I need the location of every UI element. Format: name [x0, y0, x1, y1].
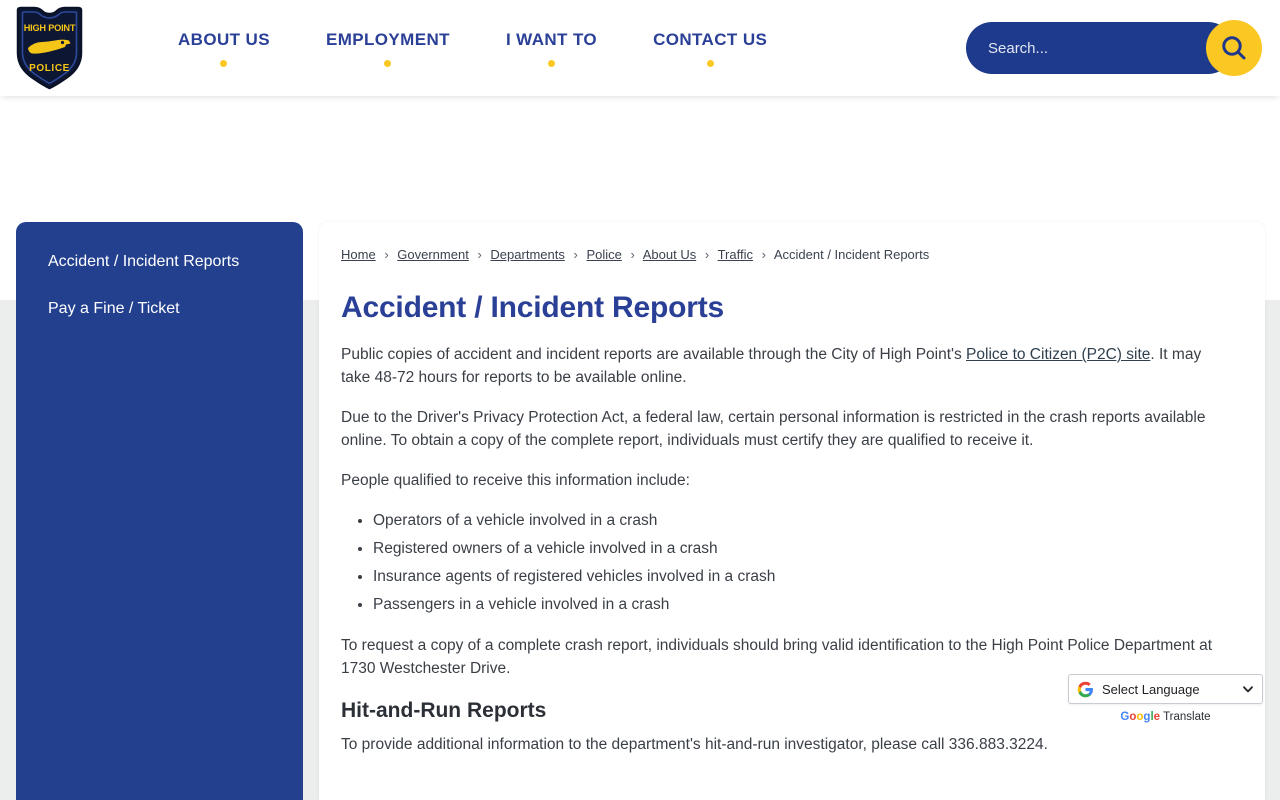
nav-item-about-us[interactable] — [150, 30, 298, 67]
search-field-container — [966, 22, 1234, 74]
google-wordmark: Google — [1120, 711, 1161, 723]
sidebar-item-label: Accident / Incident Reports — [48, 253, 240, 270]
list-item: • Insurance agents of registered vehicles involved in a crash — [373, 565, 1233, 588]
breadcrumb-link-home[interactable]: Home — [341, 247, 376, 262]
chevron-down-icon — [1242, 683, 1254, 695]
nav-item-label: CONTACT US — [653, 29, 768, 49]
intro-paragraph — [341, 343, 1233, 389]
badge-svg — [14, 6, 85, 90]
nav-active-dot-icon — [220, 60, 227, 67]
breadcrumb-separator-icon: › — [630, 247, 635, 262]
breadcrumb-separator-icon: › — [704, 247, 710, 262]
nav-active-dot-icon — [548, 60, 555, 67]
sidebar-item-label: Pay a Fine / Ticket — [48, 300, 180, 317]
breadcrumb-separator-icon: › — [761, 247, 766, 262]
breadcrumb-separator-icon: › — [477, 247, 482, 262]
site-header — [0, 0, 1280, 96]
nav-item-label: EMPLOYMENT — [325, 29, 450, 49]
breadcrumb-link-police[interactable]: Police — [586, 247, 622, 262]
svg-text:HIGH POINT: HIGH POINT — [23, 23, 76, 33]
search-input[interactable] — [966, 22, 1234, 74]
section-sidebar — [16, 222, 303, 800]
nav-item-contact-us[interactable] — [625, 30, 795, 67]
magnifier-search-icon — [1219, 33, 1249, 63]
hit-and-run-paragraph: To provide additional information to the department's hit-and-run investigator, please call 336.883.3224. — [341, 736, 1048, 753]
request-copy-paragraph: To request a copy of a complete crash report, individuals should bring valid identification to the High Point Police Department at 1730 Westchester Drive. — [341, 637, 1213, 677]
breadcrumb-link-traffic[interactable]: Traffic — [717, 247, 753, 262]
translate-word: Translate — [1163, 711, 1211, 723]
breadcrumb-link-government[interactable]: Government — [397, 247, 469, 262]
nav-item-employment[interactable] — [298, 30, 478, 67]
hit-and-run-heading: Hit-and-Run Reports — [341, 699, 547, 722]
intro-paragraph-before-link: Public copies of accident and incident reports are available through the City of High Point's — [341, 346, 967, 363]
google-translate-attribution — [1068, 710, 1263, 724]
police-to-citizen-link[interactable]: Police to Citizen (P2C) site — [966, 346, 1151, 363]
list-item: • Registered owners of a vehicle involved in a crash — [373, 537, 1233, 560]
nav-item-i-want-to[interactable] — [478, 30, 625, 67]
privacy-act-paragraph: Due to the Driver's Privacy Protection Act, a federal law, certain personal information is restricted in the crash reports available online. To obtain a copy of the complete report, individuals must certify they are qualified to receive it. — [341, 409, 1206, 449]
nav-item-label: I WANT TO — [505, 29, 598, 49]
breadcrumb-separator-icon: › — [384, 247, 389, 262]
breadcrumb-separator-icon: › — [573, 247, 578, 262]
search-submit-button[interactable] — [1206, 20, 1262, 76]
language-select[interactable] — [1068, 674, 1263, 704]
sidebar-item-accident-incident-reports[interactable] — [16, 238, 303, 285]
main-navigation — [150, 0, 795, 96]
nav-item-label: ABOUT US — [178, 29, 270, 49]
svg-text:POLICE: POLICE — [29, 63, 70, 74]
breadcrumb-current-page: Accident / Incident Reports — [773, 247, 930, 262]
breadcrumb-link-about-us[interactable]: About Us — [642, 247, 697, 262]
google-translate-widget — [1068, 674, 1263, 724]
page-title: Accident / Incident Reports — [341, 291, 724, 324]
qualified-people-intro: People qualified to receive this information include: — [341, 472, 690, 489]
breadcrumb — [341, 246, 1233, 264]
sidebar-item-pay-a-fine-ticket[interactable] — [16, 285, 303, 332]
list-item: • Passengers in a vehicle involved in a crash — [373, 593, 1233, 616]
breadcrumb-link-departments[interactable]: Departments — [490, 247, 565, 262]
nav-active-dot-icon — [707, 60, 714, 67]
police-badge-shield-icon[interactable] — [14, 6, 85, 90]
list-item: • Operators of a vehicle involved in a crash — [373, 509, 1233, 532]
intro-paragraph-after-link: . It may take 48-72 hours for reports to be available online. — [341, 346, 1202, 386]
nav-active-dot-icon — [384, 60, 391, 67]
qualified-people-list — [341, 509, 1233, 616]
selected-language-label: Select Language — [1102, 681, 1200, 697]
google-g-logo-icon — [1077, 681, 1094, 698]
